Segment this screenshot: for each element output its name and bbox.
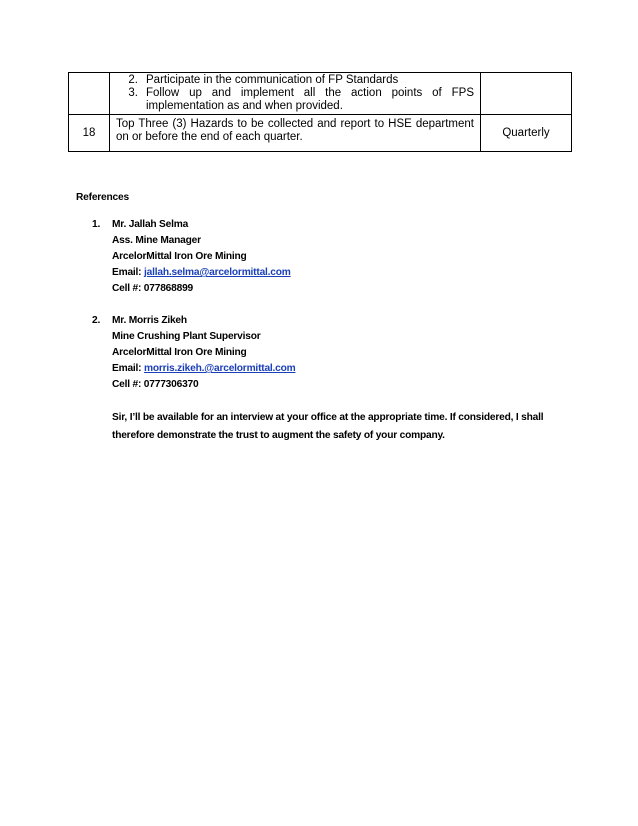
task-cell — [110, 73, 481, 115]
references-title: References — [76, 192, 129, 203]
references-section — [76, 192, 576, 445]
reference-name: Mr. Jallah Selma — [112, 219, 189, 230]
reference-cell: Cell #: 077868899 — [112, 283, 193, 294]
frequency-cell — [481, 73, 572, 115]
task-cell — [110, 115, 481, 152]
email-link[interactable]: morris.zikeh.@arcelormittal.com — [144, 363, 296, 374]
list-item-number: 3. — [128, 87, 138, 99]
reference-email-line — [112, 265, 576, 281]
list-item-text: Follow up and implement all the action points of FPS implementation as and when provided. — [146, 87, 474, 112]
table-row — [69, 115, 572, 152]
responsibilities-table — [68, 72, 572, 152]
reference-company: ArcelorMittal Iron Ore Mining — [112, 347, 247, 358]
reference-position: Ass. Mine Manager — [112, 235, 201, 246]
list-item-text: Participate in the communication of FP Standards — [146, 74, 399, 86]
row-number-cell: 18 — [69, 115, 110, 152]
table-row — [69, 73, 572, 115]
reference-index: 1. — [92, 219, 101, 230]
email-label: Email: — [112, 363, 142, 374]
list-item — [110, 74, 480, 87]
reference-entry — [76, 217, 576, 297]
reference-name: Mr. Morris Zikeh — [112, 315, 187, 326]
frequency-cell: Quarterly — [481, 115, 572, 152]
task-sub-list — [110, 74, 480, 113]
row-number-cell — [69, 73, 110, 115]
reference-entry — [76, 313, 576, 393]
email-link[interactable]: jallah.selma@arcelormittal.com — [144, 267, 291, 278]
reference-email-line — [112, 361, 576, 377]
reference-company: ArcelorMittal Iron Ore Mining — [112, 251, 247, 262]
reference-index: 2. — [92, 315, 101, 326]
reference-cell: Cell #: 0777306370 — [112, 379, 199, 390]
task-text: Top Three (3) Hazards to be collected and report to HSE department on or before the end of each quarter. — [116, 118, 474, 143]
reference-position: Mine Crushing Plant Supervisor — [112, 331, 261, 342]
list-item — [110, 87, 480, 113]
closing-paragraph: Sir, I’ll be available for an interview at your office at the appropriate time. If considered, I shall therefore demonstrate the trust to augment the safety of your company. — [112, 412, 544, 441]
list-item-number: 2. — [128, 74, 138, 86]
email-label: Email: — [112, 267, 142, 278]
